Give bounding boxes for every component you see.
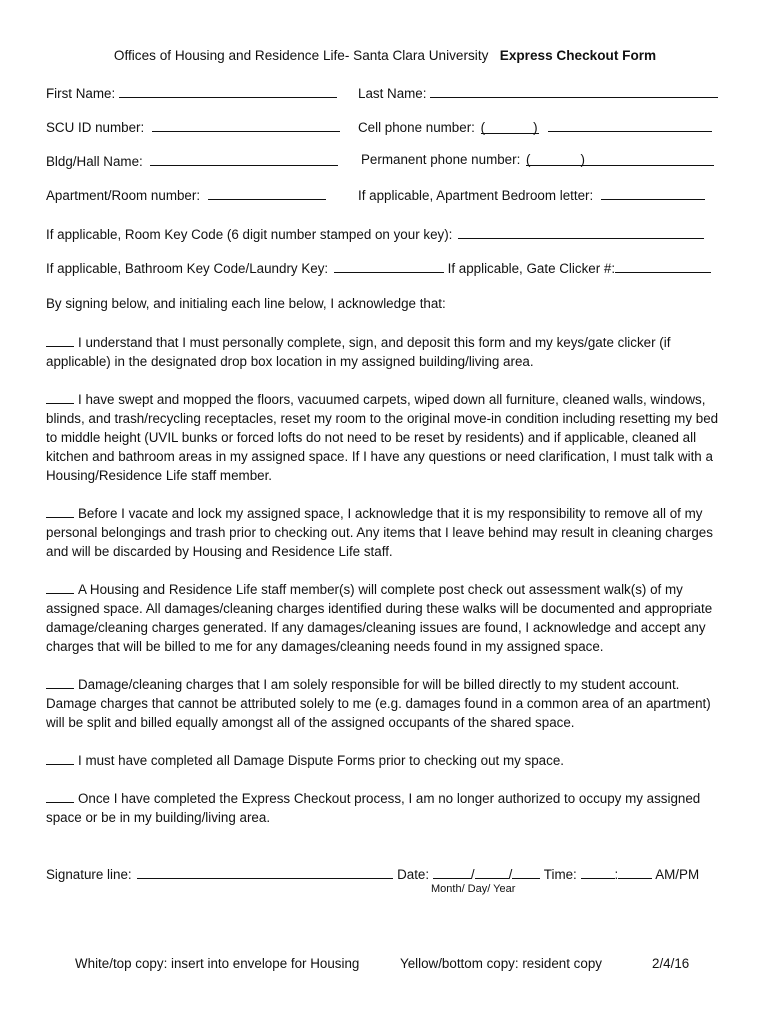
- time-label: Time:: [543, 867, 577, 882]
- initial-field[interactable]: [46, 391, 74, 404]
- acknowledgement-item: [46, 504, 730, 561]
- acknowledgement-item: [46, 751, 730, 770]
- acknowledgement-item: [46, 580, 730, 656]
- date-label: Date:: [397, 867, 430, 882]
- initial-field[interactable]: [46, 790, 74, 803]
- first-name-label: First Name:: [46, 86, 116, 101]
- scu-id-label: SCU ID number:: [46, 120, 145, 135]
- acknowledgement-text: A Housing and Residence Life staff member(s) will complete post check out assessment walk(s) of my assigned space. All damages/cleaning charges identified during these walks will be documented and appropriate damage/cleaning charges generated. If any damages/cleaning issues are found, I acknowledge and accept any charges that will be billed to me for any damages/cleaning needs found in my assigned space.: [46, 582, 713, 654]
- date-format-hint: Month/ Day/ Year: [431, 883, 516, 895]
- apartment-room-row: [46, 186, 326, 203]
- date-month-field[interactable]: [433, 865, 471, 879]
- form-header: [0, 48, 770, 63]
- acknowledgement-text: Once I have completed the Express Checkout process, I am no longer authorized to occupy my assigned space or be in my building/living area.: [46, 791, 701, 825]
- room-key-label: If applicable, Room Key Code (6 digit number stamped on your key):: [46, 227, 453, 242]
- bathroom-key-field[interactable]: [334, 259, 444, 273]
- apartment-bedroom-field[interactable]: [601, 186, 705, 200]
- date-separator: /: [470, 867, 475, 882]
- footer-revision-date: 2/4/16: [652, 956, 690, 971]
- initial-field[interactable]: [46, 334, 74, 347]
- time-hour-field[interactable]: [581, 865, 615, 879]
- bldg-hall-row: [46, 152, 338, 169]
- signature-field[interactable]: [137, 865, 393, 879]
- cell-phone-area-code-field[interactable]: ( ): [480, 120, 538, 135]
- gate-clicker-field[interactable]: [615, 259, 711, 273]
- permanent-phone-label: Permanent phone number:: [361, 152, 521, 167]
- room-key-row: [46, 225, 704, 242]
- scu-id-field[interactable]: [152, 118, 340, 132]
- bathroom-key-label: If applicable, Bathroom Key Code/Laundry Key:: [46, 261, 329, 276]
- acknowledgement-item: [46, 390, 730, 485]
- gate-clicker-label: If applicable, Gate Clicker #:: [447, 261, 616, 276]
- cell-phone-row: [358, 118, 712, 135]
- scu-id-row: [46, 118, 340, 135]
- first-name-field[interactable]: [119, 84, 337, 98]
- last-name-label: Last Name:: [358, 86, 427, 101]
- acknowledgement-text: I understand that I must personally complete, sign, and deposit this form and my keys/gate clicker (if applicable) in the designated drop box location in my assigned building/living area.: [46, 335, 671, 369]
- apartment-room-field[interactable]: [208, 186, 326, 200]
- footer-yellow-copy: Yellow/bottom copy: resident copy: [400, 956, 602, 971]
- last-name-row: [358, 84, 718, 101]
- acknowledgement-item: [46, 675, 730, 732]
- bldg-hall-field[interactable]: [150, 152, 338, 166]
- acknowledgement-text: I must have completed all Damage Dispute Forms prior to checking out my space.: [78, 753, 564, 768]
- acknowledgement-intro: By signing below, and initialing each line below, I acknowledge that:: [46, 296, 446, 311]
- apartment-bedroom-row: [358, 186, 705, 203]
- date-year-field[interactable]: [512, 865, 540, 879]
- initial-field[interactable]: [46, 752, 74, 765]
- signature-label: Signature line:: [46, 867, 132, 882]
- room-key-field[interactable]: [458, 225, 704, 239]
- initial-field[interactable]: [46, 676, 74, 689]
- cell-phone-number-field[interactable]: [548, 118, 712, 132]
- acknowledgement-item: [46, 789, 730, 827]
- form-title: Express Checkout Form: [499, 48, 657, 63]
- footer-white-copy: White/top copy: insert into envelope for Housing: [75, 956, 360, 971]
- apartment-room-label: Apartment/Room number:: [46, 188, 201, 203]
- time-separator: :: [614, 867, 619, 882]
- acknowledgement-text: Damage/cleaning charges that I am solely responsible for will be billed directly to my student account. Damage charges that cannot be attributed solely to me (e.g. damages found in a common area of an apartment) will be split and billed equally amongst all of the assigned occupants of the shared space.: [46, 677, 711, 730]
- date-separator: /: [508, 867, 513, 882]
- time-minute-field[interactable]: [618, 865, 652, 879]
- date-day-field[interactable]: [475, 865, 509, 879]
- ampm-label: AM/PM: [655, 867, 700, 882]
- first-name-row: [46, 84, 337, 101]
- permanent-phone-field[interactable]: ( ): [526, 152, 714, 166]
- cell-phone-label: Cell phone number:: [358, 120, 475, 135]
- last-name-field[interactable]: [430, 84, 718, 98]
- initial-field[interactable]: [46, 505, 74, 518]
- acknowledgement-text: I have swept and mopped the floors, vacuumed carpets, wiped down all furniture, cleaned walls, windows, blinds, and trash/recycling receptacles, reset my room to the original move-in condition including resetting my bed to middle height (UVIL bunks or forced lofts do not need to be reset by residents) and if applicable, cleaned all kitchen and bathroom areas in my assigned space. If I have any questions or need clarification, I must talk with a Housing/Residence Life staff member.: [46, 392, 719, 483]
- office-name: Offices of Housing and Residence Life- Santa Clara University: [113, 48, 489, 63]
- signature-row: [46, 865, 699, 882]
- acknowledgement-text: Before I vacate and lock my assigned space, I acknowledge that it is my responsibility to remove all of my personal belongings and trash prior to checking out. Any items that I leave behind may result in cleaning charges and will be discarded by Housing and Residence Life staff.: [46, 506, 713, 559]
- initial-field[interactable]: [46, 581, 74, 594]
- bldg-hall-label: Bldg/Hall Name:: [46, 154, 143, 169]
- apartment-bedroom-label: If applicable, Apartment Bedroom letter:: [358, 188, 594, 203]
- bathroom-key-row: [46, 259, 711, 276]
- permanent-phone-row: [361, 152, 714, 167]
- acknowledgement-item: [46, 333, 730, 371]
